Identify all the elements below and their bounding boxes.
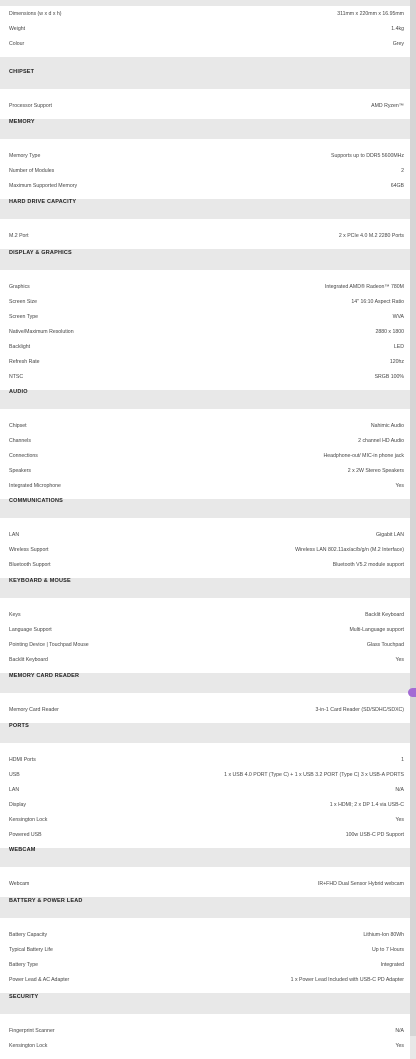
spec-row (0, 433, 410, 448)
spec-row (0, 21, 410, 36)
spec-value: AMD Ryzen™ (371, 102, 404, 109)
spec-value: Glass Touchpad (366, 641, 404, 648)
spec-label: Wireless Support (9, 546, 49, 553)
spec-label: LAN (9, 531, 20, 538)
spec-row (0, 752, 410, 767)
spec-row (0, 418, 410, 433)
section-title: PORTS (9, 723, 29, 729)
spec-label: Connections (9, 452, 38, 459)
spec-label: Screen Type (9, 313, 39, 320)
section-title: WEBCAM (9, 847, 36, 853)
spec-label: Processor Support (9, 102, 52, 109)
section-title: DISPLAY & GRAPHICS (9, 250, 72, 256)
spec-value: SRGB 100% (374, 373, 404, 380)
spec-label: LAN (9, 786, 20, 793)
spec-value: 1 x HDMI; 2 x DP 1.4 via USB-C (329, 801, 404, 808)
spec-value: 64GB (390, 182, 404, 189)
section-title: BATTERY & POWER LEAD (9, 898, 83, 904)
spec-label: Bluetooth Support (9, 561, 51, 568)
spec-row (0, 797, 410, 812)
scrollbar-track[interactable] (410, 0, 416, 1036)
spec-value: Yes (395, 482, 404, 489)
spec-value: Multi-Language support (349, 626, 404, 633)
spec-section (0, 706, 410, 848)
spec-label: Typical Battery Life (9, 946, 53, 953)
spec-value: 1 x Power Lead Included with USB-C PD Adapter (290, 976, 404, 983)
spec-value: 311mm x 220mm x 16.95mm (337, 10, 404, 17)
spec-value: Integrated AMD® Radeon™ 780M (324, 283, 404, 290)
spec-label: Dimensions (w x d x h) (9, 10, 62, 17)
section-body (0, 6, 410, 57)
spec-label: Battery Type (9, 961, 39, 968)
spec-row (0, 957, 410, 972)
spec-label: Kensington Lock (9, 816, 48, 823)
spec-row (0, 279, 410, 294)
spec-value: Integrated (380, 961, 404, 968)
spec-value: 100w USB-C PD Support (345, 831, 404, 838)
spec-label: Memory Type (9, 152, 41, 159)
section-title: MEMORY CARD READER (9, 673, 80, 679)
spec-value: 2 x 2W Stereo Speakers (347, 467, 404, 474)
spec-label: NTSC (9, 373, 24, 380)
spec-row (0, 163, 410, 178)
spec-label: Power Lead & AC Adapter (9, 976, 70, 983)
spec-label: Pointing Device | Touchpad Mouse (9, 641, 89, 648)
spec-label: Weight (9, 25, 26, 32)
spec-row (0, 324, 410, 339)
spec-value: Supports up to DDR5 5600MHz (331, 152, 404, 159)
spec-section (0, 980, 410, 1059)
section-title: KEYBOARD & MOUSE (9, 578, 71, 584)
spec-value: Lithium-Ion 80Wh (363, 931, 404, 938)
spec-label: M.2 Port (9, 232, 29, 239)
spec-value: Headphone-out/ MIC-in phone jack (323, 452, 404, 459)
spec-label: Fingerprint Scanner (9, 1027, 55, 1034)
spec-label: Webcam (9, 880, 30, 887)
spec-label: HDMI Ports (9, 756, 36, 763)
spec-value: Wireless LAN 802.11ax/ac/b/g/n (M.2 Interface) (295, 546, 404, 553)
spec-row (0, 607, 410, 622)
spec-value: Backlit Keyboard (365, 611, 404, 618)
section-title: AUDIO (9, 389, 28, 395)
spec-value: 120hz (389, 358, 404, 365)
spec-label: Refresh Rate (9, 358, 40, 365)
section-title: MEMORY (9, 119, 35, 125)
spec-row (0, 294, 410, 309)
spec-row (0, 527, 410, 542)
section-title: HARD DRIVE CAPACITY (9, 199, 77, 205)
spec-row (0, 6, 410, 21)
chat-widget-button[interactable] (408, 688, 416, 697)
spec-label: Number of Modules (9, 167, 55, 174)
spec-label: Memory Card Reader (9, 706, 59, 713)
spec-row (0, 622, 410, 637)
spec-label: Keys (9, 611, 21, 618)
spec-row (0, 782, 410, 797)
spec-value: 1.4kg (391, 25, 404, 32)
spec-value: 14" 16:10 Aspect Ratio (351, 298, 404, 305)
spec-value: Up to 7 Hours (371, 946, 404, 953)
spec-row (0, 309, 410, 324)
spec-row (0, 148, 410, 163)
spec-value: Grey (392, 40, 404, 47)
spec-value: N/A (395, 786, 404, 793)
spec-label: Powered USB (9, 831, 42, 838)
spec-label: Channels (9, 437, 31, 444)
spec-label: Battery Capacity (9, 931, 48, 938)
spec-value: N/A (395, 1027, 404, 1034)
spec-label: Speakers (9, 467, 31, 474)
section-body (0, 270, 410, 390)
spec-label: Display (9, 801, 27, 808)
spec-value: Bluetooth V5.2 module support (332, 561, 404, 568)
spec-label: Colour (9, 40, 25, 47)
spec-row (0, 1038, 410, 1053)
spec-label: Maximum Supported Memory (9, 182, 78, 189)
spec-row (0, 463, 410, 478)
spec-row (0, 637, 410, 652)
spec-value: Gigabit LAN (376, 531, 404, 538)
spec-value: 1 x USB 4.0 PORT (Type C) + 1 x USB 3.2 PORT (Type C) 3 x USB-A PORTS (224, 771, 404, 778)
spec-section (0, 884, 410, 993)
spec-value: 2 x PCIe 4.0 M.2 2280 Ports (338, 232, 404, 239)
spec-label: Kensington Lock (9, 1042, 48, 1049)
spec-row (0, 354, 410, 369)
spec-section (0, 375, 410, 499)
spec-value: WVA (392, 313, 404, 320)
section-body (0, 1014, 410, 1059)
spec-row (0, 448, 410, 463)
spec-label: Graphics (9, 283, 30, 290)
spec-label: Integrated Microphone (9, 482, 61, 489)
spec-label: Language Support (9, 626, 52, 633)
spec-row (0, 36, 410, 51)
section-title: CHIPSET (9, 69, 35, 75)
spec-value: LED (393, 343, 404, 350)
spec-row (0, 339, 410, 354)
spec-value: Nahimic Audio (370, 422, 404, 429)
section-title: COMMUNICATIONS (9, 498, 64, 504)
spec-label: Backlight (9, 343, 31, 350)
spec-value: Yes (395, 816, 404, 823)
spec-value: Yes (395, 1042, 404, 1049)
spec-value: Yes (395, 656, 404, 663)
spec-value: 2 channel HD Audio (358, 437, 404, 444)
spec-value: 3-in-1 Card Reader (SD/SDHC/SDXC) (315, 706, 404, 713)
spec-label: Native/Maximum Resolution (9, 328, 74, 335)
spec-section (0, 561, 410, 673)
spec-value: 1 (401, 756, 404, 763)
section-title: SECURITY (9, 994, 39, 1000)
spec-value: IR+FHD Dual Sensor Hybrid webcam (317, 880, 404, 887)
spec-section (0, 236, 410, 390)
spec-value: 2 (401, 167, 404, 174)
spec-label: USB (9, 771, 20, 778)
spec-value: 2880 x 1800 (375, 328, 404, 335)
spec-section (0, 0, 410, 57)
spec-label: Screen Size (9, 298, 37, 305)
spec-label: Chipset (9, 422, 27, 429)
spec-label: Backlit Keyboard (9, 656, 48, 663)
spec-row (0, 927, 410, 942)
spec-row (0, 542, 410, 557)
spec-row (0, 942, 410, 957)
spec-row (0, 767, 410, 782)
spec-row (0, 812, 410, 827)
